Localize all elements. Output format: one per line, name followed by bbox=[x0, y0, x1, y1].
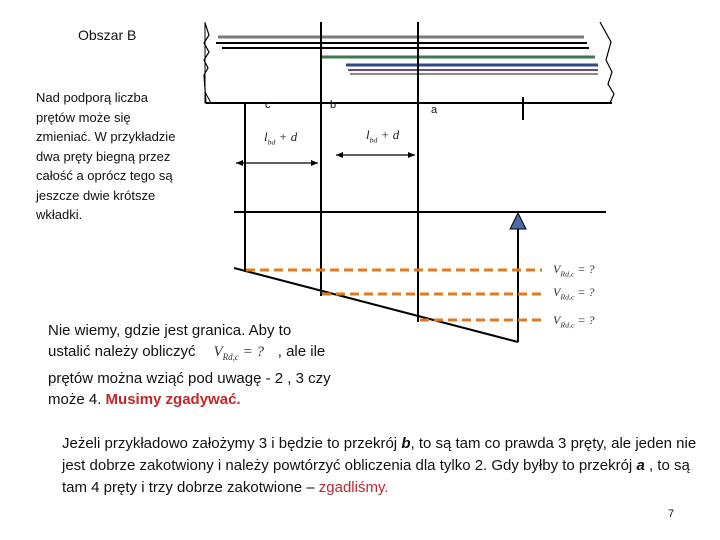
shear-capacity-label-3: $V_{Rd,c}$ = ? bbox=[553, 313, 595, 330]
bottom-text-part1: Jeżeli przykładowo założymy 3 i będzie to przekrój bbox=[62, 435, 402, 452]
middle-text-part1: Nie wiemy, gdzie jest granica. Aby to ustalić należy obliczyć bbox=[48, 322, 292, 360]
middle-text-part2: , ale ile prętów można wziąć pod uwagę - 2 , 3 czy może 4. bbox=[48, 343, 331, 408]
beam-right-edge bbox=[600, 22, 614, 103]
middle-paragraph bbox=[48, 320, 333, 410]
section-label-b: b bbox=[330, 99, 337, 111]
anchorage-arrow-2-head-left bbox=[336, 152, 343, 158]
bottom-text-emphasis: zgadliśmy. bbox=[318, 479, 389, 496]
anchorage-length-label-1: $l_{bd} + d$ bbox=[264, 129, 298, 147]
anchorage-arrow-1-head-right bbox=[311, 160, 318, 166]
inline-formula: $V_{Rd,c}$ = ? bbox=[213, 344, 264, 362]
anchorage-length-label-2: $l_{bd} + d$ bbox=[366, 127, 400, 145]
shear-capacity-label-1: $V_{Rd,c}$ = ? bbox=[553, 262, 595, 279]
section-label-c: c bbox=[265, 99, 271, 111]
slide-title: Obszar B bbox=[78, 27, 137, 43]
bottom-text-part3: , to są tam 4 pręty i trzy dobrze zakotwione – bbox=[62, 457, 690, 496]
intro-text: Nad podporą liczba prętów może się zmieniać. W przykładzie dwa pręty biegną przez całość a oprócz tego są jeszcze dwie krótsze wkładki. bbox=[36, 90, 176, 222]
page-number: 7 bbox=[668, 508, 675, 520]
anchorage-arrow-1-head-left bbox=[236, 160, 243, 166]
middle-text-emphasis: Musimy zgadywać. bbox=[105, 391, 241, 408]
section-label-a: a bbox=[431, 104, 438, 116]
bottom-text-b: b bbox=[401, 435, 411, 452]
anchorage-arrow-2-head-right bbox=[408, 152, 415, 158]
bottom-paragraph bbox=[62, 433, 702, 499]
bottom-text-part2: , to są tam co prawda 3 pręty, ale jeden nie jest dobrze zakotwiony i należy powtórzyć obliczenia dla tylko 2. Gdy byłby to przekrój bbox=[62, 435, 697, 474]
bottom-text-a: a bbox=[636, 457, 645, 474]
support-arrow bbox=[510, 213, 526, 229]
shear-capacity-label-2: $V_{Rd,c}$ = ? bbox=[553, 285, 595, 302]
